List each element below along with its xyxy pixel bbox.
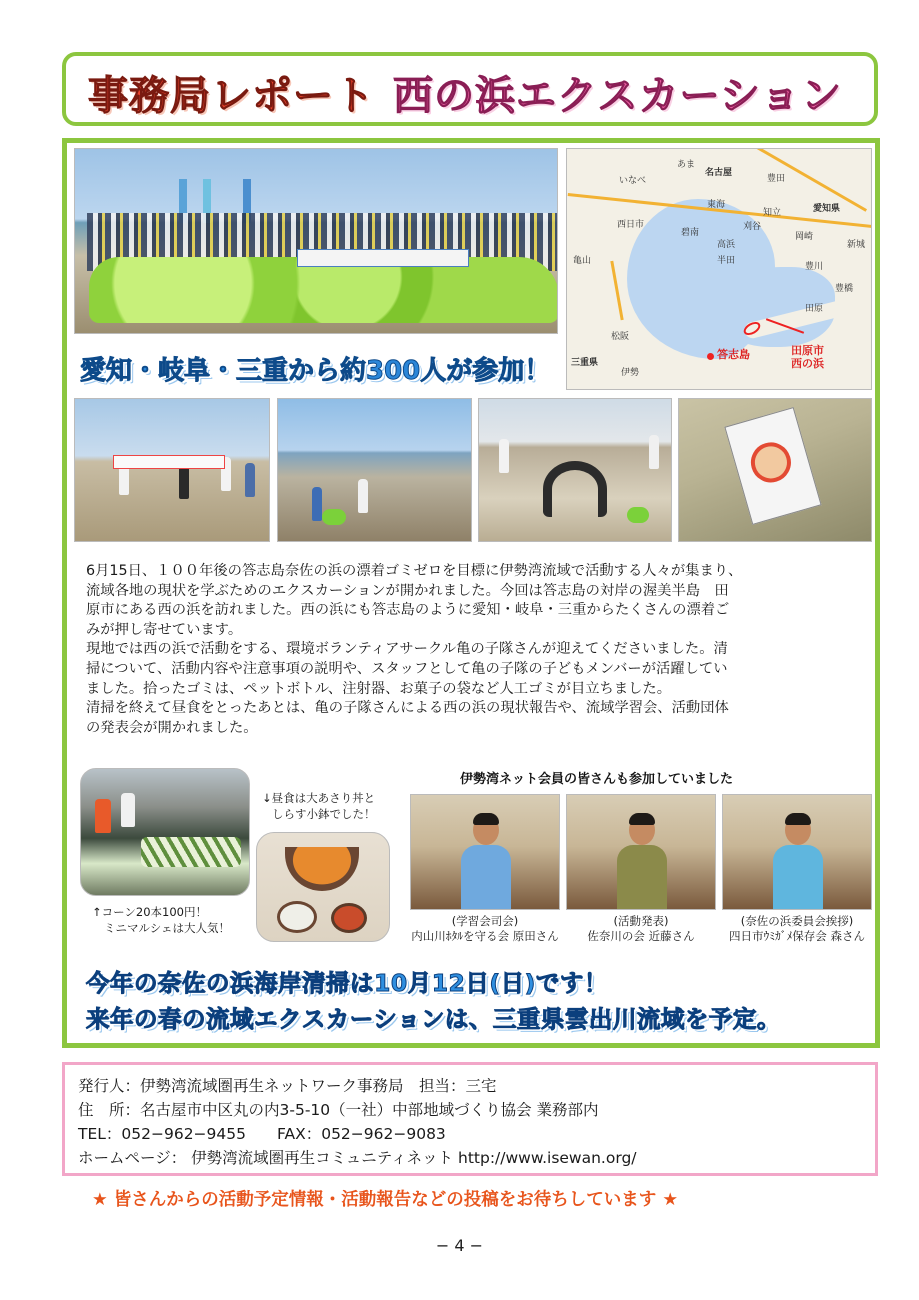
person-figure xyxy=(649,435,659,469)
tire-figure xyxy=(543,461,607,517)
garbage-bag xyxy=(627,507,649,523)
member-name: 四日市ｳﾐｶﾞﾒ保存会 森さん xyxy=(729,929,865,943)
map-label: あま xyxy=(677,160,696,170)
area-map xyxy=(566,148,872,390)
body-line: 清掃を終えて昼食をとったあとは、亀の子隊さんによる西の浜の現状報告や、流域学習会、活動団体 xyxy=(86,700,729,717)
market-caption-line: ミニマルシェは大人気！ xyxy=(104,921,230,935)
person-figure xyxy=(179,465,189,499)
rice-bowl xyxy=(285,847,359,891)
map-label: 豊橋 xyxy=(835,284,854,294)
next-excursion-notice: 来年の春の流域エクスカーションは、三重県雲出川流域を予定。 xyxy=(86,1005,781,1033)
phone-fax-line: TEL：052−962−9455 FAX：052−962−9083 xyxy=(78,1125,446,1143)
lunch-caption-line: しらす小鉢でした！ xyxy=(272,807,376,821)
map-label: 松阪 xyxy=(611,332,630,342)
member-caption xyxy=(722,914,872,944)
tire-removal-photo xyxy=(478,398,672,542)
person-figure xyxy=(358,479,368,513)
body-line: 掃について、活動内容や注意事項の説明や、スタッフとして亀の子隊の子どもメンバーが活躍してい xyxy=(86,660,728,677)
report-body xyxy=(86,562,866,738)
body-line: みが押し寄せています。 xyxy=(86,621,243,638)
body-line: 6月15日、１００年後の答志島奈佐の浜の漂着ゴミゼロを目標に伊勢湾流域で活動する人々が集まり、 xyxy=(86,563,743,579)
map-label: 刈谷 xyxy=(743,222,762,232)
map-label: 田原 xyxy=(805,304,824,314)
map-label: 三重県 xyxy=(571,358,599,368)
corn-display xyxy=(141,837,241,867)
map-label: 西日市 xyxy=(617,220,645,230)
body-line: の発表会が開かれました。 xyxy=(86,719,258,736)
cleanup-date-notice: 今年の奈佐の浜海岸清掃は10月12日(日)です！ xyxy=(86,969,608,997)
map-road xyxy=(610,261,623,321)
map-label: 豊川 xyxy=(805,262,824,272)
body-line: ました。拾ったゴミは、ペットボトル、注射器、お菓子の袋など人工ゴミが目立ちました。 xyxy=(86,680,672,697)
banner-figure xyxy=(297,249,469,267)
title-part-excursion: 西の浜エクスカーション xyxy=(393,73,842,119)
map-label: 半田 xyxy=(717,256,736,266)
person-figure xyxy=(499,439,509,473)
map-label-sakushima: 答志島 xyxy=(717,348,750,361)
member-photo-kondo xyxy=(566,794,716,910)
map-label-nishinohama: 田原市 西の浜 xyxy=(791,344,824,370)
member-name: 佐奈川の会 近藤さん xyxy=(587,929,695,943)
mini-market-photo xyxy=(80,768,250,896)
body-line: 流域各地の現状を学ぶためのエクスカーションが開かれました。今回は答志島の対岸の渥美半島 田 xyxy=(86,582,729,599)
person-figure xyxy=(461,815,511,910)
map-label: 高浜 xyxy=(717,240,736,250)
map-label: いなべ xyxy=(619,176,647,186)
person-figure xyxy=(312,487,322,521)
group-photo xyxy=(74,148,558,334)
publisher-line: 発行人：伊勢湾流域圏再生ネットワーク事務局 担当：三宅 xyxy=(78,1077,497,1095)
map-label: 東海 xyxy=(707,200,726,210)
no-littering-sign-photo xyxy=(678,398,872,542)
map-label: 豊田 xyxy=(767,174,786,184)
person-figure xyxy=(617,815,667,910)
map-label: 新城 xyxy=(847,240,866,250)
page-title xyxy=(88,64,842,121)
submission-invite: ★ 皆さんからの活動予定情報・活動報告などの投稿をお待ちしています ★ xyxy=(92,1190,679,1210)
map-label: 亀山 xyxy=(573,256,592,266)
map-label: 知立 xyxy=(763,208,782,218)
beach-cleanup-photo xyxy=(277,398,472,542)
member-photo-harada xyxy=(410,794,560,910)
garbage-bag xyxy=(322,509,346,525)
members-heading: 伊勢湾ネット会員の皆さんも参加していました xyxy=(460,772,734,787)
member-role: (奈佐の浜委員会挨拶) xyxy=(740,914,854,928)
address-line: 住 所：名古屋市中区丸の内3-5-10（一社）中部地域づくり協会 業務部内 xyxy=(78,1101,599,1119)
banner-photo xyxy=(74,398,270,542)
side-dish xyxy=(331,903,367,933)
title-part-report: 事務局レポート xyxy=(88,73,375,119)
market-caption-line: ↑コーン20本100円！ xyxy=(92,905,207,919)
map-label: 碧南 xyxy=(681,228,700,238)
person-figure xyxy=(121,793,135,827)
member-role: (活動発表) xyxy=(613,914,669,928)
map-label: 愛知県 xyxy=(813,204,841,214)
member-photo-mori xyxy=(722,794,872,910)
lunch-caption-line: ↓昼食は大あさり丼と xyxy=(262,791,376,805)
member-caption xyxy=(410,914,560,944)
person-figure xyxy=(95,799,111,833)
body-line: 原市にある西の浜を訪れました。西の浜にも答志島のように愛知・岐阜・三重からたくさんの漂着ご xyxy=(86,602,730,619)
person-figure xyxy=(245,463,255,497)
no-littering-sign xyxy=(724,407,821,525)
homepage-line[interactable]: ホームページ： 伊勢湾流域圏再生コミュニティネット http://www.isewan.org/ xyxy=(78,1149,637,1167)
member-name: 内山川ﾎﾀﾙを守る会 原田さん xyxy=(411,929,559,943)
map-label: 岡崎 xyxy=(795,232,814,242)
banner-figure xyxy=(113,455,225,469)
person-figure xyxy=(773,815,823,910)
map-label: 伊勢 xyxy=(621,368,640,378)
lunch-photo xyxy=(256,832,390,942)
hand-stop-icon xyxy=(746,438,795,487)
participants-caption: 愛知・岐阜・三重から約300人が参加！ xyxy=(80,356,551,386)
map-label: 名古屋 xyxy=(705,168,733,178)
location-pin-icon xyxy=(707,353,714,360)
body-line: 現地では西の浜で活動をする、環境ボランティアサークル亀の子隊さんが迎えてくださいました。清 xyxy=(86,641,728,658)
map-road xyxy=(727,148,867,212)
page-number: − 4 − xyxy=(435,1236,484,1255)
member-caption xyxy=(566,914,716,944)
side-dish xyxy=(277,901,317,933)
title-banner xyxy=(62,52,878,126)
member-role: (学習会司会) xyxy=(451,914,519,928)
